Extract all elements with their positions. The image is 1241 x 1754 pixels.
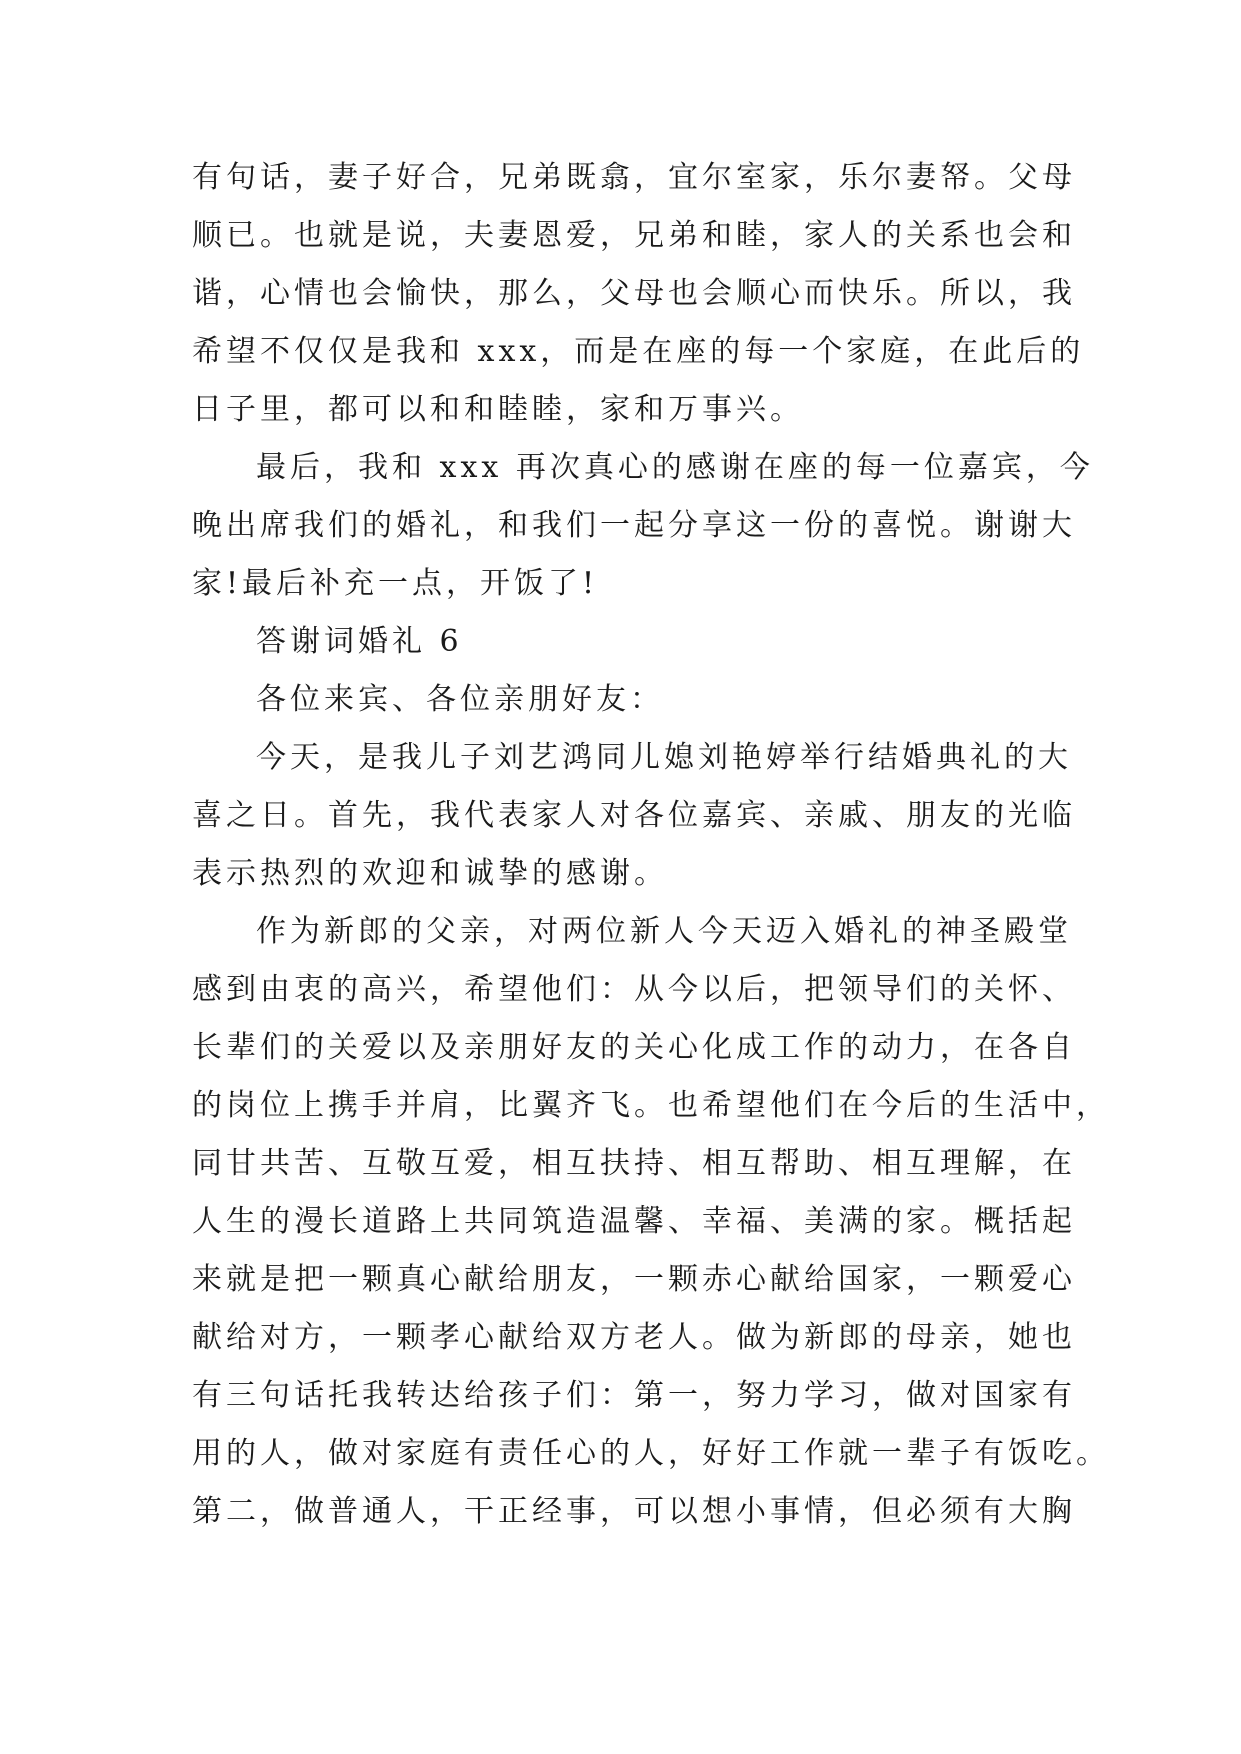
text-line: 日子里，都可以和和睦睦，家和万事兴。 bbox=[192, 392, 804, 427]
text-line: 喜之日。首先，我代表家人对各位嘉宾、亲戚、朋友的光临 bbox=[192, 798, 1076, 833]
text-line: 同甘共苦、互敬互爱，相互扶持、相互帮助、相互理解，在 bbox=[192, 1146, 1076, 1181]
text-line: 第二，做普通人，干正经事，可以想小事情，但必须有大胸 bbox=[192, 1494, 1076, 1529]
text-line: 长辈们的关爱以及亲朋好友的关心化成工作的动力，在各自 bbox=[192, 1030, 1076, 1065]
section-heading: 答谢词婚礼 6 bbox=[256, 624, 463, 659]
text-line: 晚出席我们的婚礼，和我们一起分享这一份的喜悦。谢谢大 bbox=[192, 508, 1076, 543]
salutation: 各位来宾、各位亲朋好友： bbox=[256, 682, 664, 717]
text-line: 谐，心情也会愉快，那么，父母也会顺心而快乐。所以，我 bbox=[192, 276, 1076, 311]
text-line: 表示热烈的欢迎和诚挚的感谢。 bbox=[192, 856, 668, 891]
text-line: 用的人，做对家庭有责任心的人，好好工作就一辈子有饭吃。 bbox=[192, 1436, 1110, 1471]
text-line: 今天，是我儿子刘艺鸿同儿媳刘艳婷举行结婚典礼的大 bbox=[256, 740, 1072, 775]
text-line: 的岗位上携手并肩，比翼齐飞。也希望他们在今后的生活中， bbox=[192, 1088, 1110, 1123]
text-line: 有三句话托我转达给孩子们：第一，努力学习，做对国家有 bbox=[192, 1378, 1076, 1413]
text-line: 最后，我和 xxx 再次真心的感谢在座的每一位嘉宾，今 bbox=[256, 450, 1094, 485]
text-line: 人生的漫长道路上共同筑造温馨、幸福、美满的家。概括起 bbox=[192, 1204, 1076, 1239]
text-line: 有句话，妻子好合，兄弟既翕，宜尔室家，乐尔妻帑。父母 bbox=[192, 160, 1076, 195]
text-line: 感到由衷的高兴，希望他们：从今以后，把领导们的关怀、 bbox=[192, 972, 1076, 1007]
text-line: 希望不仅仅是我和 xxx，而是在座的每一个家庭，在此后的 bbox=[192, 334, 1085, 369]
text-line: 家!最后补充一点，开饭了! bbox=[192, 566, 599, 601]
text-line: 作为新郎的父亲，对两位新人今天迈入婚礼的神圣殿堂 bbox=[256, 914, 1072, 949]
text-line: 顺已。也就是说，夫妻恩爱，兄弟和睦，家人的关系也会和 bbox=[192, 218, 1076, 253]
text-line: 献给对方，一颗孝心献给双方老人。做为新郎的母亲，她也 bbox=[192, 1320, 1076, 1355]
text-line: 来就是把一颗真心献给朋友，一颗赤心献给国家，一颗爱心 bbox=[192, 1262, 1076, 1297]
